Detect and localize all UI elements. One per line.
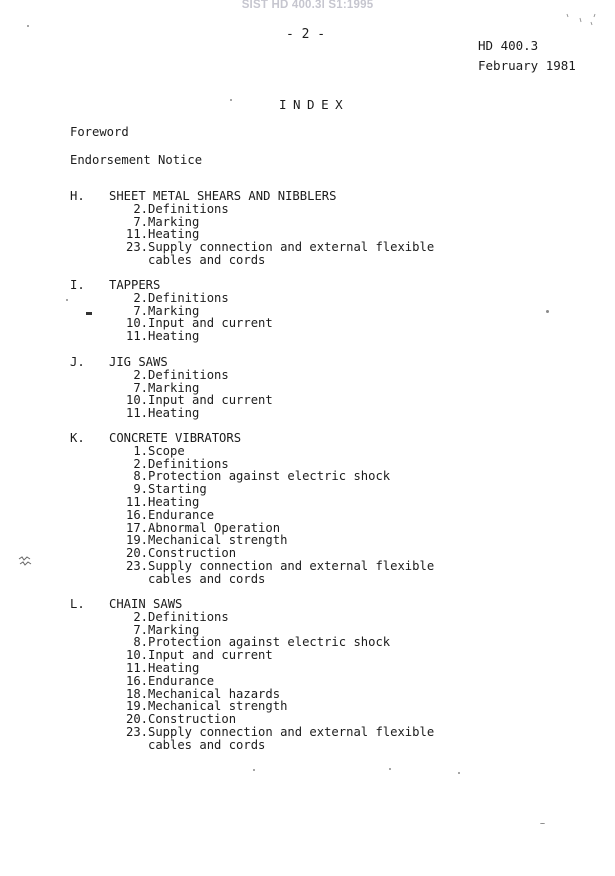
section-title: CHAIN SAWS: [109, 597, 183, 611]
index-item: [109, 496, 434, 509]
item-label-continuation: cables and cords: [148, 571, 266, 586]
section-title: CONCRETE VIBRATORS: [109, 431, 242, 445]
item-label: Definitions: [148, 290, 229, 305]
item-number: 8.: [133, 635, 148, 650]
item-number: 7.: [133, 214, 148, 229]
item-number: 7.: [133, 622, 148, 637]
section-letter: J.: [70, 355, 85, 369]
item-number: 11.: [125, 406, 148, 421]
item-label: Mechanical strength: [148, 699, 288, 714]
item-number: 2.: [133, 456, 148, 471]
item-number: 7.: [133, 303, 148, 318]
item-label: Protection against electric shock: [148, 635, 391, 650]
scan-speck: [458, 772, 460, 774]
item-label: Scope: [148, 443, 185, 458]
item-number: 11.: [125, 494, 148, 509]
index-item: [109, 203, 434, 216]
index-item: [109, 675, 434, 688]
item-label: Supply connection and external flexible: [148, 724, 435, 739]
item-label: Heating: [148, 660, 200, 675]
item-number: 8.: [133, 469, 148, 484]
item-number: 2.: [133, 290, 148, 305]
item-number: 2.: [133, 367, 148, 382]
section-letter: L.: [70, 597, 85, 611]
item-number: 18.: [125, 686, 148, 701]
item-number: 11.: [125, 329, 148, 344]
item-label: Heating: [148, 494, 200, 509]
item-label: Endurance: [148, 673, 215, 688]
item-label: Heating: [148, 406, 200, 421]
item-label: Construction: [148, 712, 237, 727]
item-number: 10.: [125, 648, 148, 663]
index-item: [109, 445, 434, 458]
scan-speck: [253, 769, 255, 771]
item-number: 19.: [125, 699, 148, 714]
scan-speck: [546, 310, 549, 313]
item-label: Input and current: [148, 393, 273, 408]
item-number: 11.: [125, 660, 148, 675]
section-heading: [70, 190, 434, 203]
section-title: JIG SAWS: [109, 355, 168, 369]
item-number: 23.: [125, 240, 148, 255]
margin-smudge-icon: [18, 556, 32, 568]
item-label: Heating: [148, 329, 200, 344]
item-label: Marking: [148, 303, 200, 318]
section-j: [70, 356, 273, 420]
item-number: 10.: [125, 393, 148, 408]
item-label: Supply connection and external flexible: [148, 558, 435, 573]
item-number: 1.: [133, 443, 148, 458]
document-id: HD 400.3: [478, 38, 539, 53]
index-item: [109, 662, 434, 675]
item-label-continuation: cables and cords: [148, 737, 266, 752]
section-heading: [70, 356, 273, 369]
item-number: 2.: [133, 609, 148, 624]
document-date: February 1981: [478, 58, 576, 73]
item-label: Endurance: [148, 507, 215, 522]
section-i: [70, 279, 273, 343]
item-label: Construction: [148, 546, 237, 561]
section-letter: K.: [70, 431, 85, 445]
index-item: [109, 330, 273, 343]
item-label: Input and current: [148, 316, 273, 331]
item-label-continuation: cables and cords: [148, 252, 266, 267]
scan-speck: [230, 99, 232, 101]
section-heading: [70, 432, 434, 445]
section-title: SHEET METAL SHEARS AND NIBBLERS: [109, 189, 337, 203]
corner-scan-marks: [563, 12, 599, 34]
item-number: 16.: [125, 507, 148, 522]
index-title: INDEX: [279, 97, 350, 112]
scan-speck: [389, 768, 391, 770]
item-label: Mechanical hazards: [148, 686, 281, 701]
item-label: Starting: [148, 482, 207, 497]
section-heading: [70, 598, 434, 611]
scan-speck: [66, 299, 68, 301]
endorsement-entry: Endorsement Notice: [70, 153, 203, 167]
page-number: - 2 -: [286, 27, 326, 42]
item-number: 11.: [125, 227, 148, 242]
item-number: 16.: [125, 673, 148, 688]
item-number: 23.: [125, 558, 148, 573]
section-letter: I.: [70, 278, 85, 292]
section-l: [70, 598, 434, 752]
scan-speck: [27, 25, 29, 27]
section-k: [70, 432, 434, 586]
item-label: Abnormal Operation: [148, 520, 281, 535]
item-label: Input and current: [148, 648, 273, 663]
index-item: [109, 292, 273, 305]
item-label: Marking: [148, 214, 200, 229]
watermark: SIST HD 400.3l S1:1995: [241, 0, 374, 11]
item-label: Mechanical strength: [148, 533, 288, 548]
index-item: [109, 560, 434, 573]
item-number: 7.: [133, 380, 148, 395]
item-label: Marking: [148, 622, 200, 637]
item-label: Definitions: [148, 201, 229, 216]
foreword-entry: Foreword: [70, 125, 129, 139]
section-letter: H.: [70, 189, 85, 203]
section-h: [70, 190, 434, 267]
index-item: [109, 369, 273, 382]
item-number: 10.: [125, 316, 148, 331]
item-number: 19.: [125, 533, 148, 548]
scan-speck: [540, 823, 545, 824]
item-number: 9.: [133, 482, 148, 497]
item-number: 20.: [125, 712, 148, 727]
item-number: 17.: [125, 520, 148, 535]
item-number: 23.: [125, 724, 148, 739]
section-title: TAPPERS: [109, 278, 161, 292]
index-item: [109, 611, 434, 624]
item-label: Supply connection and external flexible: [148, 240, 435, 255]
item-label: Definitions: [148, 367, 229, 382]
item-label: Protection against electric shock: [148, 469, 391, 484]
section-heading: [70, 279, 273, 292]
item-number: 20.: [125, 546, 148, 561]
index-item: [109, 726, 434, 739]
item-label: Heating: [148, 227, 200, 242]
index-item: [109, 407, 273, 420]
scan-mark: [86, 312, 92, 315]
item-number: 2.: [133, 201, 148, 216]
item-label: Definitions: [148, 456, 229, 471]
item-label: Marking: [148, 380, 200, 395]
item-label: Definitions: [148, 609, 229, 624]
index-item: [109, 509, 434, 522]
